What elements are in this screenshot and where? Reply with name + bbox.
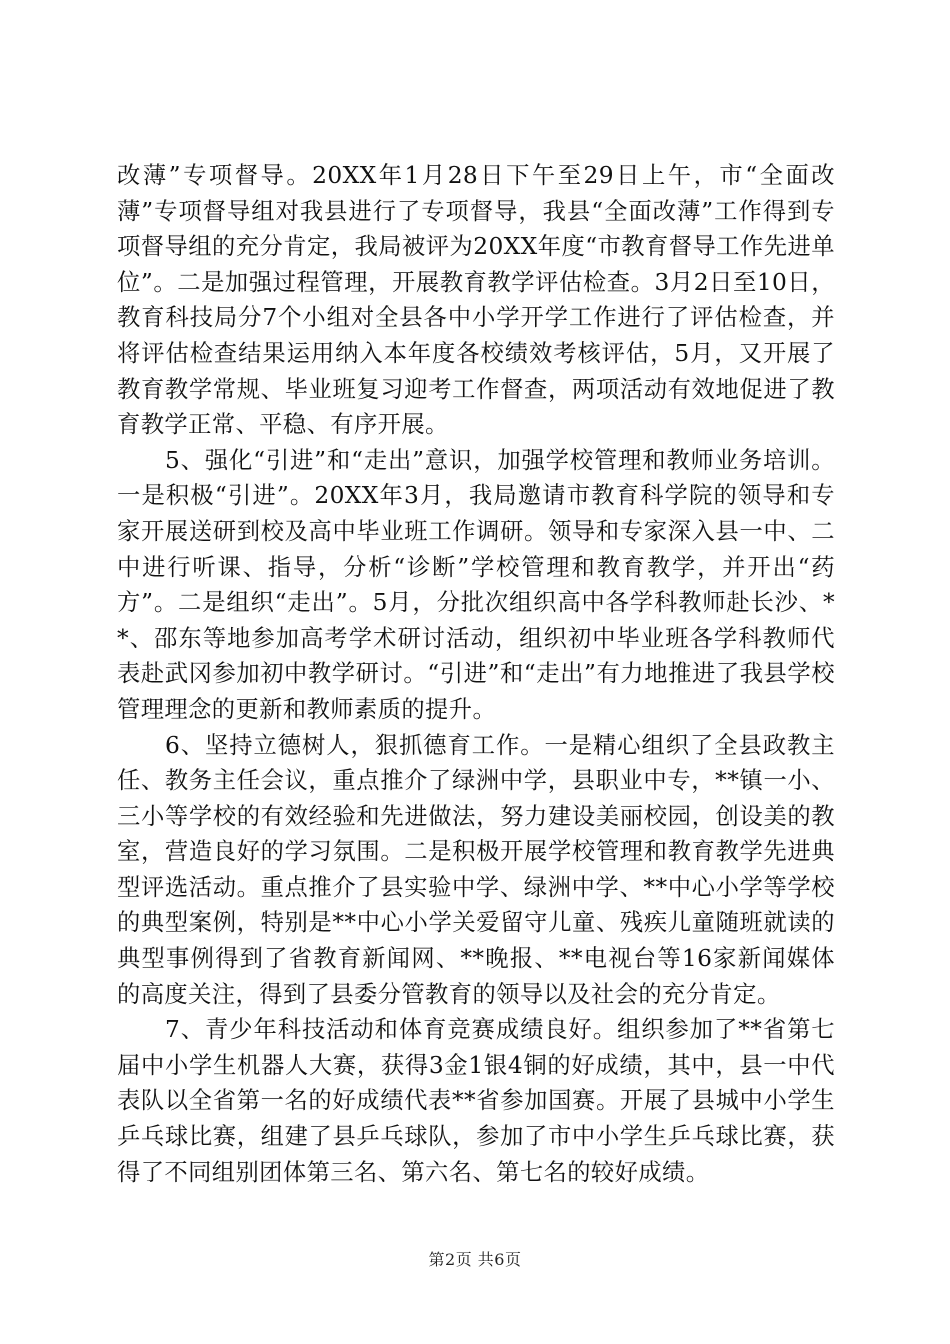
paragraph-item-6-moral-education: 6、坚持立德树人，狠抓德育工作。一是精心组织了全县政教主任、教务主任会议，重点推介了绿洲中学，县职业中专，**镇一小、三小等学校的有效经验和先进做法，努力建设美丽校园，创设美的教室，营造良好的学习氛围。二是积极开展学校管理和教育教学先进典型评选活动。重点推介了县实验中学、绿洲中学、**中心小学等学校的典型案例，特别是**中心小学关爱留守儿童、残疾儿童随班就读的典型事例得到了省教育新闻网、**晚报、**电视台等16家新闻媒体的高度关注，得到了县委分管教育的领导以及社会的充分肯定。 [117,731,835,1008]
page-number-footer: 第2页 共6页 [428,1250,522,1269]
paragraph-item-5-training: 5、强化“引进”和“走出”意识，加强学校管理和教师业务培训。一是积极“引进”。20XX年3月，我局邀请市教育科学院的领导和专家开展送研到校及高中毕业班工作调研。领导和专家深入县一中、二中进行听课、指导，分析“诊断”学校管理和教育教学，并开出“药方”。二是组织“走出”。5月，分批次组织高中各学科教师赴长沙、**、邵东等地参加高考学术研讨活动，组织初中毕业班各学科教师代表赴武冈参加初中教学研讨。“引进”和“走出”有力地推进了我县学校管理理念的更新和教师素质的提升。 [117,446,835,723]
paragraph-supervision-continued: 改薄”专项督导。20XX年1月28日下午至29日上午，市“全面改薄”专项督导组对我县进行了专项督导，我县“全面改薄”工作得到专项督导组的充分肯定，我局被评为20XX年度“市教育督导工作先进单位”。二是加强过程管理，开展教育教学评估检查。3月2日至10日，教育科技局分7个小组对全县各中小学开学工作进行了评估检查，并将评估检查结果运用纳入本年度各校绩效考核评估，5月，又开展了教育教学常规、毕业班复习迎考工作督查，两项活动有效地促进了教育教学正常、平稳、有序开展。 [117,162,835,439]
paragraph-item-7-science-sports: 7、青少年科技活动和体育竞赛成绩良好。组织参加了**省第七届中小学生机器人大赛，获得3金1银4铜的好成绩，其中，县一中代表队以全省第一名的好成绩代表**省参加国赛。开展了县城中小学生乒乓球比赛，组建了县乒乓球队，参加了市中小学生乒乓球比赛，获得了不同组别团体第三名、第六名、第七名的较好成绩。 [117,1016,835,1186]
document-body [117,158,835,1190]
